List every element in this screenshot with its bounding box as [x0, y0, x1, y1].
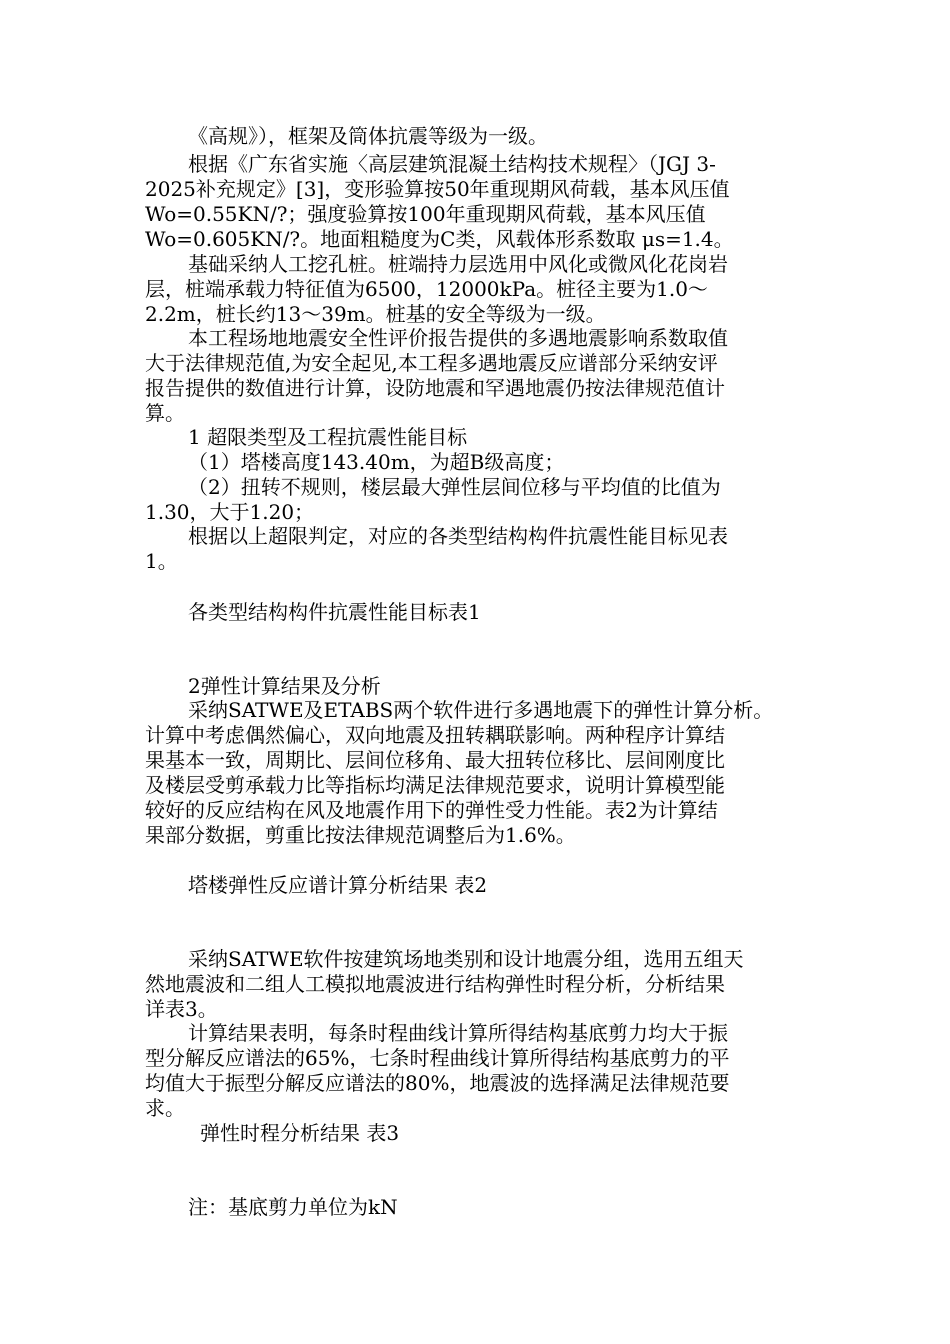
table-note: 注：基底剪力单位为kN	[188, 1195, 398, 1219]
paragraph-line: 报告提供的数值进行计算，设防地震和罕遇地震仍按法律规范值计	[145, 376, 725, 400]
paragraph-line: 采纳SATWE及ETABS两个软件进行多遇地震下的弹性计算分析。	[188, 698, 774, 722]
paragraph-line: 求。	[145, 1096, 185, 1120]
paragraph-line: 均值大于振型分解反应谱法的80%，地震波的选择满足法律规范要	[145, 1071, 730, 1095]
paragraph-line: 本工程场地地震安全性评价报告提供的多遇地震影响系数取值	[188, 326, 728, 350]
paragraph-line: 《高规》），框架及筒体抗震等级为一级。	[188, 124, 548, 148]
paragraph-line: 果基本一致，周期比、层间位移角、最大扭转位移比、层间刚度比	[145, 748, 725, 772]
paragraph-line: 较好的反应结构在风及地震作用下的弹性受力性能。表2为计算结	[145, 798, 718, 822]
paragraph-line: 根据以上超限判定，对应的各类型结构构件抗震性能目标见表	[188, 524, 728, 548]
paragraph-line: 型分解反应谱法的65%，七条时程曲线计算所得结构基底剪力的平	[145, 1046, 730, 1070]
table-caption: 各类型结构构件抗震性能目标表1	[188, 600, 481, 624]
section-heading: 1 超限类型及工程抗震性能目标	[188, 425, 468, 449]
list-item: （1）塔楼高度143.40m，为超B级高度；	[188, 450, 565, 474]
paragraph-line: 及楼层受剪承载力比等指标均满足法律规范要求，说明计算模型能	[145, 773, 725, 797]
paragraph-line: Wo=0.55KN/?；强度验算按100年重现期风荷载，基本风压值	[145, 202, 706, 226]
list-item: （2）扭转不规则，楼层最大弹性层间位移与平均值的比值为	[188, 475, 721, 499]
paragraph-line: 大于法律规范值,为安全起见,本工程多遇地震反应谱部分采纳安评	[145, 351, 718, 375]
paragraph-line: 算。	[145, 401, 185, 425]
paragraph-line: 然地震波和二组人工模拟地震波进行结构弹性时程分析，分析结果	[145, 972, 725, 996]
paragraph-line: Wo=0.605KN/?。地面粗糙度为C类，风载体形系数取 μs=1.4。	[145, 227, 734, 251]
paragraph-line: 计算结果表明，每条时程曲线计算所得结构基底剪力均大于振	[188, 1021, 728, 1045]
paragraph-line: 采纳SATWE软件按建筑场地类别和设计地震分组，选用五组天	[188, 947, 744, 971]
table-caption: 塔楼弹性反应谱计算分析结果 表2	[188, 873, 488, 897]
paragraph-line: 果部分数据，剪重比按法律规范调整后为1.6%。	[145, 823, 576, 847]
paragraph-line: 基础采纳人工挖孔桩。桩端持力层选用中风化或微风化花岗岩	[188, 252, 728, 276]
paragraph-line: 2025补充规定》[3]，变形验算按50年重现期风荷载，基本风压值	[145, 177, 730, 201]
paragraph-line: 根据《广东省实施〈高层建筑混凝土结构技术规程〉（JGJ 3-	[188, 152, 716, 176]
paragraph-line: 详表3。	[145, 997, 218, 1021]
paragraph-line: 计算中考虑偶然偏心，双向地震及扭转耦联影响。两种程序计算结	[145, 723, 725, 747]
paragraph-line: 层，桩端承载力特征值为6500，12000kPa。桩径主要为1.0～	[145, 277, 708, 301]
paragraph-line: 2.2m，桩长约13～39m。桩基的安全等级为一级。	[145, 302, 606, 326]
section-heading: 2弹性计算结果及分析	[188, 674, 381, 698]
table-caption: 弹性时程分析结果 表3	[200, 1121, 400, 1145]
paragraph-line: 1。	[145, 549, 178, 573]
list-item: 1.30，大于1.20；	[145, 500, 315, 524]
